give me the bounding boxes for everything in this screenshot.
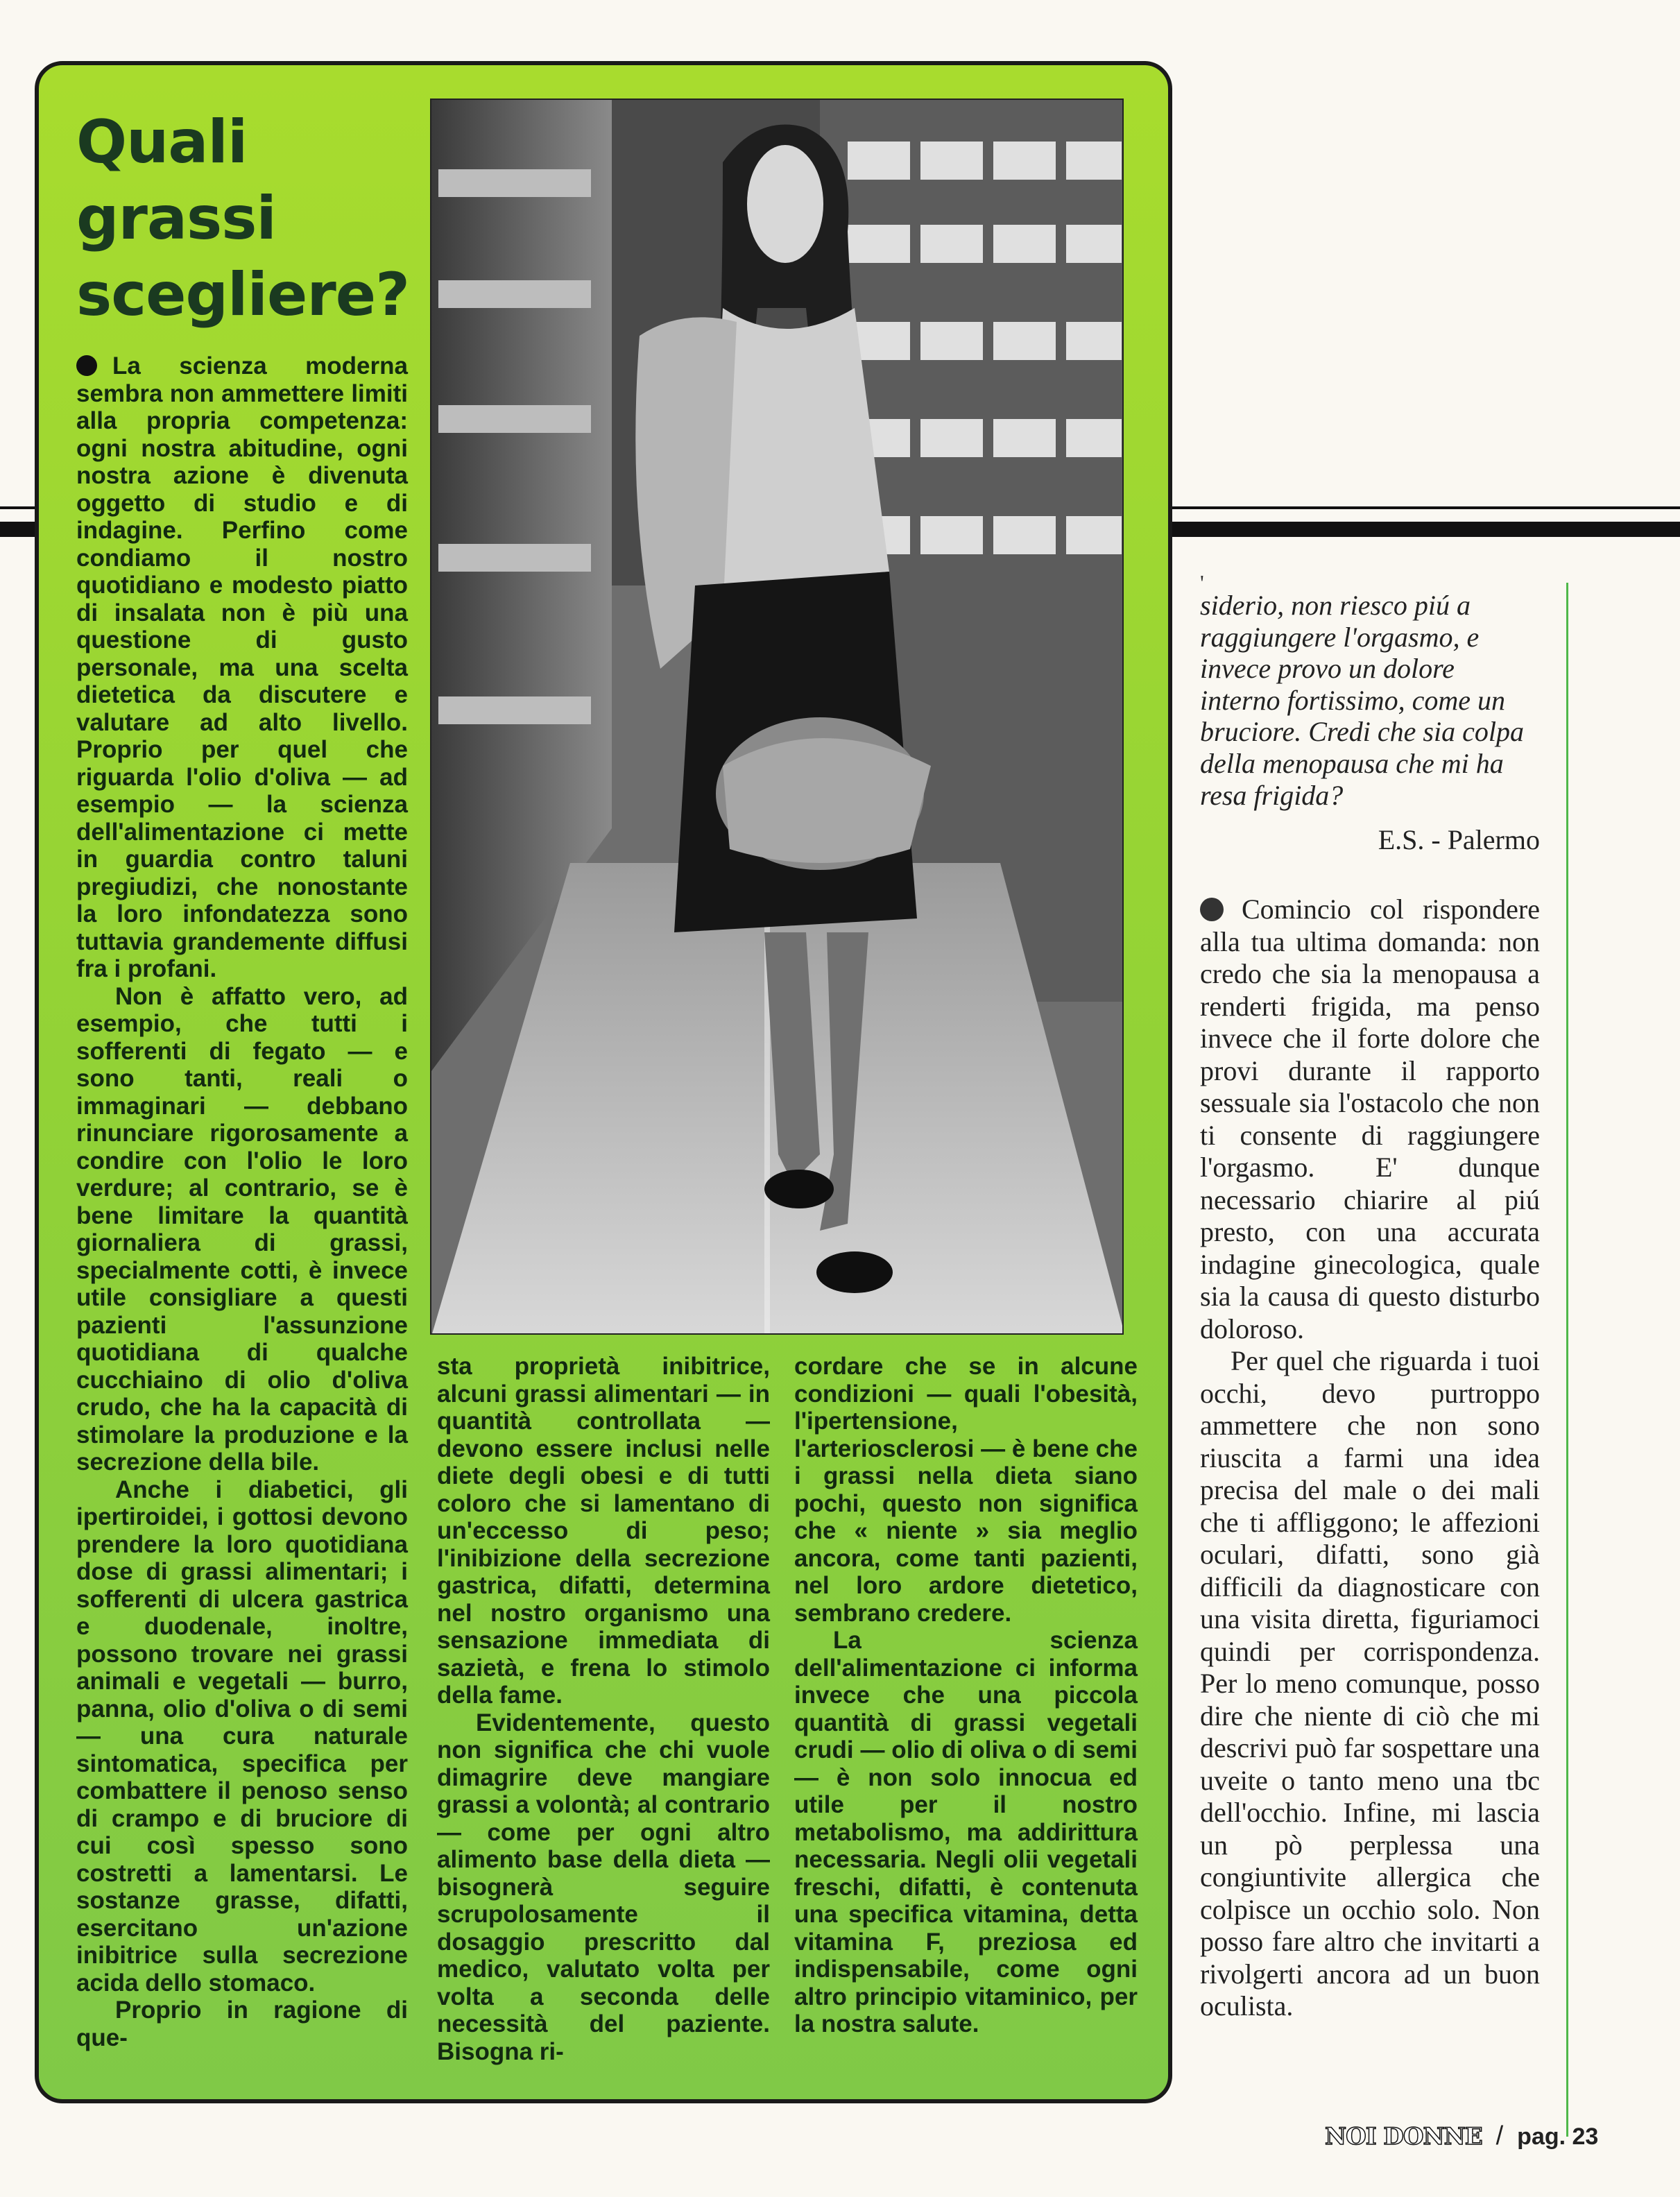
article-paragraph: sta proprietà inibitrice, alcuni grassi alimentari — in quantità controllata — devono essere inclusi nelle diete degli obesi e di tutti coloro che si lamentano di un'eccesso di peso; l'inibizione della secrezione gastrica, difatti, determina nel nostro organismo una sensazione immediata di sazietà, e frena lo stimolo della fame. <box>437 1353 770 1709</box>
answer-paragraph <box>1200 894 1540 1345</box>
title-line: Quali <box>76 108 248 177</box>
article-column-1 <box>76 352 408 2051</box>
footer-separator: / <box>1495 2121 1504 2151</box>
article-paragraph: cordare che se in alcune condizioni — quali l'obesità, l'ipertensione, l'arteriosclerosi — è bene che i grassi nella dieta siano pochi, questo non significa che « niente » sia meglio ancora, come tanti pazienti, nel loro ardore dietetico, sembrano credere. <box>794 1353 1138 1627</box>
article-paragraph: Proprio in ragione di que- <box>76 1997 408 2051</box>
paragraph-text: La scienza moderna sembra non ammettere limiti alla propria competenza: ogni nostra abitudine, ogni nostra azione è divenuta oggetto di studio e di indagine. Perfino come condiamo il nostro quotidiano e modesto piatto di insalata non è più una questione di gusto personale, ma una scelta dietetica da discutere e valutare ad alto livello. Proprio per quel che riguarda l'olio d'oliva — ad esempio — la scienza dell'alimentazione ci mette in guardia contro taluni pregiudizi, che nonostante la loro infondatezza sono tuttavia grandemente diffusi fra i profani. <box>76 352 408 982</box>
letter-signature: E.S. - Palermo <box>1378 824 1540 855</box>
page-footer <box>1325 2121 1598 2151</box>
letter-text: siderio, non riesco piú a raggiungere l'orgasmo, e invece provo un dolore interno fortissimo, come un bruciore. Credi che sia colpa della menopausa che mi ha resa frigida? <box>1200 590 1524 811</box>
bullet-icon <box>1200 898 1224 921</box>
article-paragraph: Anche i diabetici, gli ipertiroidei, i gottosi devono prendere la loro quotidiana dose di grassi alimentari; i sofferenti di ulcera gastrica e duodenale, inoltre, possono trovare nei grassi animali e vegetali — burro, panna, olio d'oliva o di semi — una cura naturale sintomatica, specifica per combattere il penoso senso di crampo e di bruciore di cui così spesso sono costretti a lamentarsi. Le sostanze grasse, difatti, esercitano un'azione inibitrice sulla secrezione acida dello stomaco. <box>76 1476 408 1997</box>
horizontal-rule-right <box>1151 506 1680 537</box>
title-line: grassi <box>76 184 276 253</box>
page-number: pag. 23 <box>1517 2123 1599 2150</box>
title-line: scegliere? <box>76 260 409 330</box>
reader-letter: ' siderio, non riesco piú a raggiungere l'orgasmo, e invece provo un dolore interno fortissimo, come un bruciore. Credi che sia colpa della menopausa che mi ha resa frigida? <box>1200 570 1524 811</box>
photo-woman-supermarket <box>430 99 1124 1335</box>
bullet-icon <box>76 355 97 376</box>
magazine-logo: NOI DONNE <box>1325 2123 1482 2151</box>
article-paragraph: Evidentemente, questo non significa che chi vuole dimagrire deve mangiare grassi a volontà; al contrario — come per ogni altro alimento base della dieta — bisognerà seguire scrupolosamente il dosaggio prescritto dal medico, valutato volta per volta a seconda delle necessità del paziente. Bisogna ri- <box>437 1709 770 2065</box>
column-divider <box>1566 583 1568 2137</box>
photo-illustration <box>431 100 1124 1335</box>
article-column-2 <box>437 1353 770 2065</box>
article-paragraph <box>76 352 408 983</box>
letter-answer <box>1200 894 1540 2023</box>
article-column-3 <box>794 1353 1138 2038</box>
article-paragraph: Non è affatto vero, ad esempio, che tutti i sofferenti di fegato — e sono tanti, reali o immaginari — debbano rinunciare rigorosamente a condire con l'olio le loro verdure; al contrario, se è bene limitare la quantità giornaliera di grassi, specialmente cotti, è invece utile consigliare a questi pazienti l'assunzione quotidiana di qualche cucchiaino di olio d'oliva crudo, che ha la capacità di stimolare la produzione e la secrezione della bile. <box>76 982 408 1476</box>
answer-text: Comincio col rispondere alla tua ultima domanda: non credo che sia la menopausa a renderti frigida, ma penso invece che il forte dolore che provi durante il rapporto sessuale sia l'ostacolo che non ti consente di raggiungere l'orgasmo. E' dunque necessario chiarire al piú presto, con una accurata indagine ginecologica, quale sia la causa di questo disturbo doloroso. <box>1200 894 1540 1344</box>
article-paragraph: La scienza dell'alimentazione ci informa invece che una piccola quantità di grassi vegetali crudi — olio di oliva o di semi — è non solo innocua ed utile per il nostro metabolismo, ma addirittura necessaria. Negli olii vegetali freschi, difatti, è contenuta una specifica vitamina, detta vitamina F, preziosa ed indispensabile, come ogni altro principio vitaminico, per la nostra salute. <box>794 1627 1138 2037</box>
answer-paragraph: Per quel che riguarda i tuoi occhi, devo purtroppo ammettere che non sono riuscita a farmi una idea precisa del male o dei mali che ti affliggono; le affezioni oculari, difatti, sono già difficili da diagnosticare con una visita diretta, figuriamoci quindi per corrispondenza. Per lo meno comunque, posso dire che niente di ciò che mi descrivi può far sospettare una uveite o tanto meno una tbc dell'occhio. Infine, mi lascia un pò perplessa una congiuntivite allergica che colpisce un occhio solo. Non posso fare altro che invitarti a rivolgerti ancora ad un buon oculista. <box>1200 1345 1540 2021</box>
article-title <box>76 104 437 333</box>
